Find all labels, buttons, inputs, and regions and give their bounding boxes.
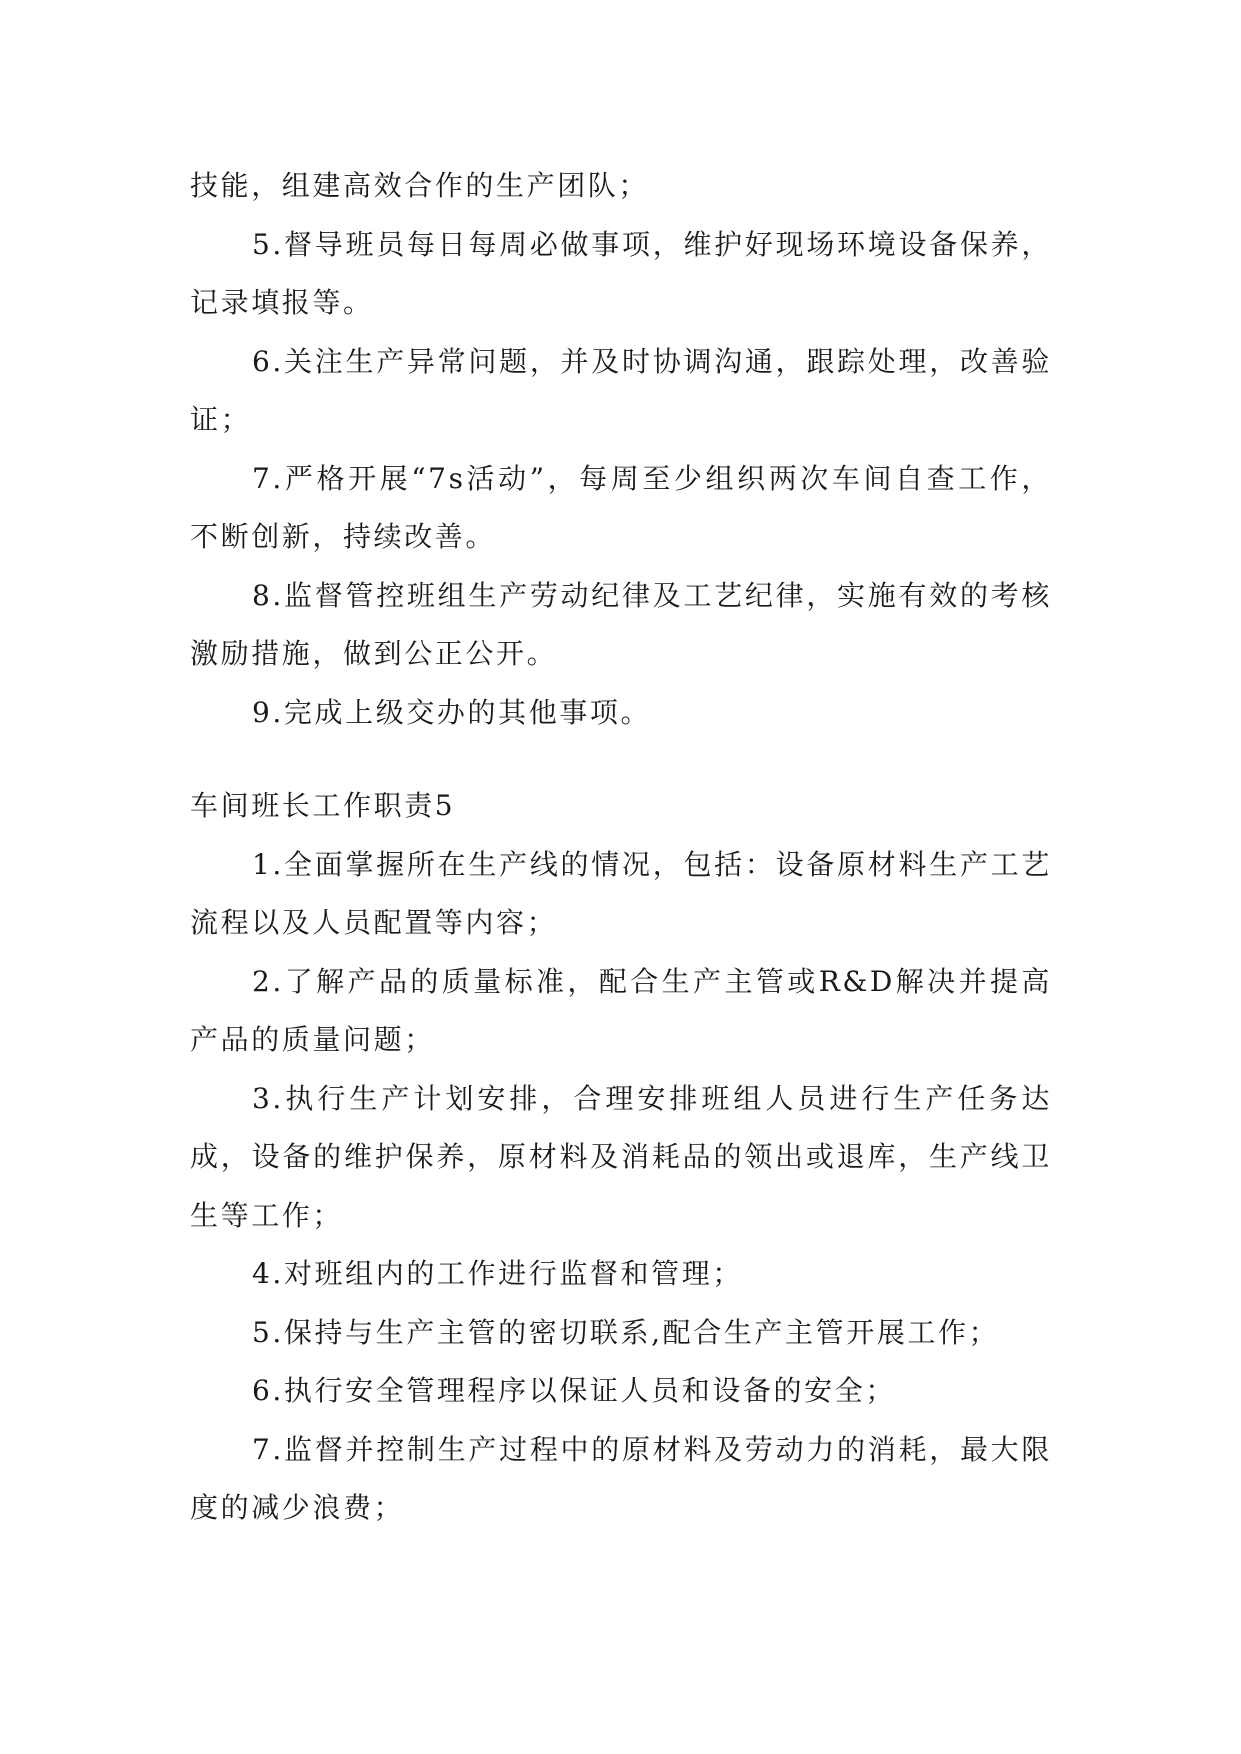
list-item: 9.完成上级交办的其他事项。: [252, 695, 652, 729]
list-item: 5.督导班员每日每周必做事项，维护好现场环境设备保养，记录填报等。: [190, 227, 1052, 319]
list-item: 5.保持与生产主管的密切联系,配合生产主管开展工作；: [252, 1315, 1000, 1349]
list-item: 8.监督管控班组生产劳动纪律及工艺纪律，实施有效的考核激励措施，做到公正公开。: [190, 578, 1052, 670]
list-item: 4.对班组内的工作进行监督和管理；: [252, 1257, 743, 1290]
list-item: 7.监督并控制生产过程中的原材料及劳动力的消耗，最大限度的减少浪费；: [190, 1432, 1052, 1524]
section-5: [190, 777, 1052, 1538]
previous-section-continuation: [190, 157, 1052, 742]
list-item: 1.全面掌握所在生产线的情况，包括：设备原材料生产工艺流程以及人员配置等内容；: [190, 847, 1052, 939]
list-item: 3.执行生产计划安排，合理安排班组人员进行生产任务达成，设备的维护保养，原材料及消耗品的领出或退库，生产线卫生等工作；: [190, 1081, 1052, 1232]
list-item: 6.关注生产异常问题，并及时协调沟通，跟踪处理，改善验证；: [190, 344, 1052, 436]
list-item: 6.执行安全管理程序以保证人员和设备的安全；: [252, 1374, 896, 1407]
continued-paragraph: 技能，组建高效合作的生产团队；: [190, 169, 650, 202]
section-heading: 车间班长工作职责5: [190, 789, 456, 822]
list-item: 7.严格开展“7s活动”，每周至少组织两次车间自查工作，不断创新，持续改善。: [190, 461, 1052, 553]
list-item: 2.了解产品的质量标准，配合生产主管或R&D解决并提高产品的质量问题；: [190, 964, 1052, 1056]
